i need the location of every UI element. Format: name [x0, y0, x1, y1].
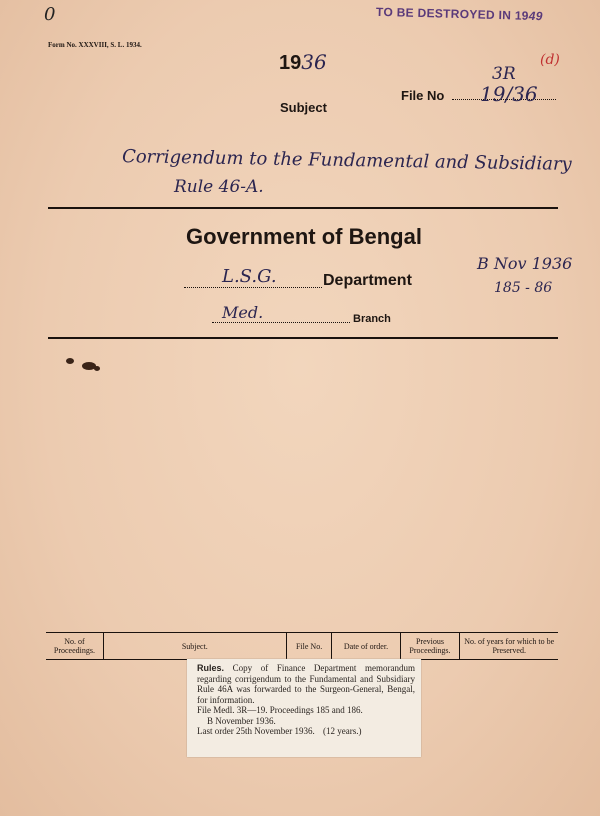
subject-handwritten-line1: Corrigendum to the Fundamental and Subsidiary	[121, 146, 572, 175]
branch-handwritten: Med.	[222, 303, 264, 322]
slip-last-order-line	[197, 726, 415, 737]
stamp-year: 49	[528, 8, 543, 24]
branch-label: Branch	[353, 313, 391, 325]
file-no-bottom: 19/36	[480, 82, 538, 106]
margin-note-line2: 185 - 86	[494, 280, 553, 296]
destruction-stamp	[376, 5, 543, 23]
subject-label: Subject	[280, 100, 327, 115]
order-slip	[187, 659, 421, 757]
year-printed: 19	[279, 52, 302, 74]
subject-handwritten-line2: Rule 46-A.	[174, 177, 264, 197]
header-subject: Subject.	[103, 633, 286, 660]
stamp-text: TO BE DESTROYED IN 19	[375, 4, 529, 23]
slip-title: Rules.	[197, 663, 225, 673]
register-header-row	[46, 633, 558, 660]
file-no-top: 3R	[492, 64, 516, 84]
slip-paragraph	[197, 663, 415, 705]
government-title: Government of Bengal	[186, 224, 422, 249]
middle-rule	[48, 337, 558, 339]
top-rule	[48, 207, 558, 209]
file-no-label: File No	[401, 88, 445, 103]
department-handwritten: L.S.G.	[222, 266, 277, 287]
corner-mark: 0	[44, 4, 56, 25]
year-handwritten: 36	[301, 50, 327, 74]
register-table	[46, 632, 558, 660]
form-number: Form No. XXXVIII, S. L. 1934.	[48, 41, 142, 49]
ink-blot	[94, 366, 100, 371]
header-previous-proceedings: Previous Proceedings.	[400, 633, 460, 660]
header-years-preserved: No. of years for which to be Preserved.	[460, 633, 558, 660]
header-file-no: File No.	[286, 633, 332, 660]
file-no-mark: (d)	[540, 52, 560, 68]
header-date-of-order: Date of order.	[332, 633, 400, 660]
slip-date-line: B November 1936.	[207, 715, 276, 726]
department-label: Department	[323, 272, 412, 289]
slip-file-line: File Medl. 3R—19. Proceedings 185 and 186.	[197, 705, 363, 715]
ink-blot	[66, 358, 74, 364]
year	[279, 50, 327, 75]
branch-line	[212, 322, 350, 323]
department-line	[184, 287, 322, 288]
slip-body: Copy of Finance Department memorandum regarding corrigendum to the Fundamental and Subsidiary Rule 46A was forwarded to the Surgeon-General, Bengal, for information.	[197, 663, 415, 705]
margin-note-line1: B Nov 1936	[477, 254, 573, 273]
slip-years: (12 years.)	[322, 726, 362, 736]
header-proceedings: No. of Proceedings.	[46, 633, 103, 660]
slip-last-order: Last order 25th November 1936.	[197, 726, 315, 736]
